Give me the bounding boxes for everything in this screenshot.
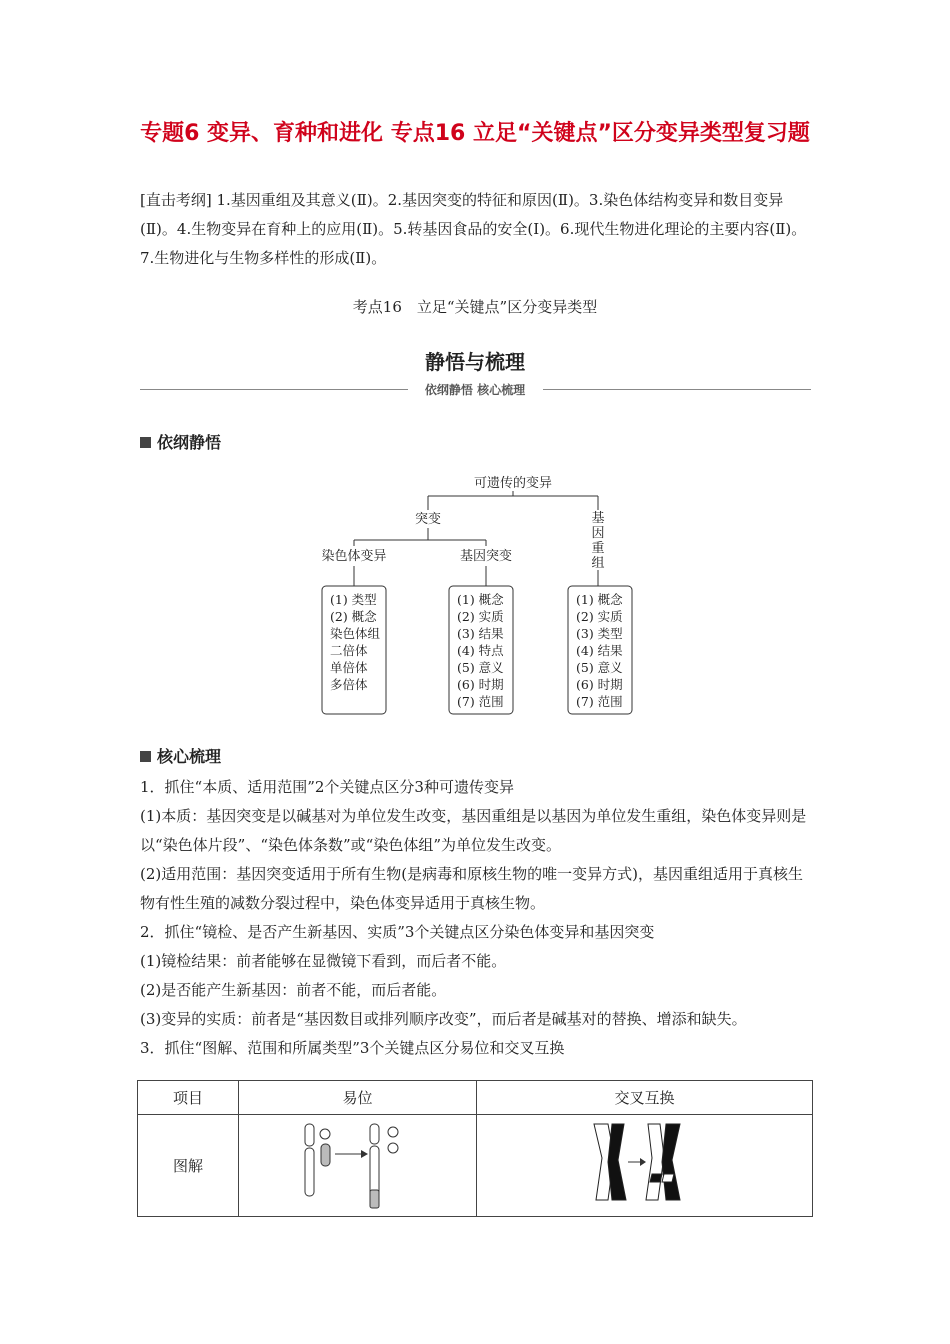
box-item: (2) 实质	[457, 609, 504, 624]
square-bullet-icon	[140, 751, 151, 762]
content-line: (3)变异的实质：前者是“基因数目或排列顺序改变”，而后者是碱基对的替换、增添和缺失。	[140, 1010, 747, 1028]
box-item: (6) 时期	[576, 677, 623, 692]
core-content	[140, 773, 812, 1063]
exam-outline-label: [直击考纲]	[140, 191, 212, 209]
box-item: (1) 概念	[576, 592, 623, 607]
table-row-label: 图解	[138, 1115, 239, 1217]
content-line: (1)本质：基因突变是以碱基对为单位发生改变，基因重组是以基因为单位发生重组，染色体变异则是以“染色体片段”、“染色体条数”或“染色体组”为单位发生改变。	[140, 807, 807, 854]
tree-mutation: 突变	[414, 512, 442, 527]
box-item: (3) 类型	[576, 626, 623, 641]
box-item: (6) 时期	[457, 677, 504, 692]
content-line: (2)适用范围：基因突变适用于所有生物(是病毒和原核生物的唯一变异方式)，基因重组适用于真核生物有性生殖的减数分裂过程中，染色体变异适用于真核生物。	[140, 865, 803, 912]
gene-mutation-box	[457, 592, 504, 709]
box-item: (1) 类型	[330, 592, 377, 607]
table-header-row	[138, 1081, 813, 1115]
crossover-diagram-cell	[477, 1115, 813, 1217]
box-item: 二倍体	[330, 643, 368, 658]
banner-subtitle: 依纲静悟 核心梳理	[424, 383, 526, 397]
section-heading-2	[140, 744, 221, 767]
box-item: (5) 意义	[576, 660, 623, 675]
box-item: (1) 概念	[457, 592, 504, 607]
section-heading-1	[140, 430, 221, 453]
section-title: 核心梳理	[157, 747, 222, 766]
banner-title: 静悟与梳理	[425, 350, 525, 374]
subtitle: 考点16 立足“关键点”区分变异类型	[352, 298, 598, 316]
box-item: (7) 范围	[457, 694, 504, 709]
translocation-diagram	[293, 1118, 423, 1210]
box-item: (3) 结果	[457, 626, 504, 641]
box-item: 染色体组	[330, 626, 381, 641]
tree-recombination: 基因重组	[591, 511, 605, 571]
content-line: 2．抓住“镜检、是否产生新基因、实质”3个关键点区分染色体变异和基因突变	[140, 923, 655, 941]
table-header: 交叉互换	[477, 1081, 813, 1115]
content-line: 3．抓住“图解、范围和所属类型”3个关键点区分易位和交叉互换	[140, 1039, 565, 1057]
exam-outline	[140, 186, 812, 273]
box-item: (4) 特点	[457, 643, 504, 658]
content-line: (2)是否能产生新基因：前者不能，而后者能。	[140, 981, 447, 999]
table-header: 易位	[239, 1081, 477, 1115]
box-item: 多倍体	[330, 677, 368, 692]
exam-outline-text: 1.基因重组及其意义(Ⅱ)。2.基因突变的特征和原因(Ⅱ)。3.染色体结构变异和数目变异(Ⅱ)。4.生物变异在育种上的应用(Ⅱ)。5.转基因食品的安全(Ⅰ)。6.现代生物进化理论的主要内容(Ⅱ)。7.生物进化与生物多样性的形成(Ⅱ)。	[140, 191, 807, 267]
box-item: (5) 意义	[457, 660, 504, 675]
box-item: 单倍体	[330, 660, 368, 675]
variation-tree-diagram	[300, 468, 650, 718]
table-header: 项目	[138, 1081, 239, 1115]
chromosome-variation-box	[330, 592, 381, 692]
content-line: (1)镜检结果：前者能够在显微镜下看到，而后者不能。	[140, 952, 507, 970]
section-title: 依纲静悟	[157, 433, 222, 452]
box-item: (2) 概念	[330, 609, 377, 624]
box-item: (7) 范围	[576, 694, 623, 709]
crossover-diagram	[590, 1118, 700, 1210]
recombination-box	[576, 592, 623, 709]
translocation-diagram-cell	[239, 1115, 477, 1217]
tree-chromosome-variation: 染色体变异	[321, 549, 387, 564]
box-item: (2) 实质	[576, 609, 623, 624]
tree-gene-mutation: 基因突变	[459, 549, 513, 564]
comparison-table	[137, 1080, 813, 1217]
doc-title: 专题6 变异、育种和进化 专点16 立足“关键点”区分变异类型复习题	[140, 121, 810, 146]
tree-root: 可遗传的变异	[473, 476, 553, 491]
content-line: 1．抓住“本质、适用范围”2个关键点区分3种可遗传变异	[140, 778, 514, 796]
box-item: (4) 结果	[576, 643, 623, 658]
table-row	[138, 1115, 813, 1217]
square-bullet-icon	[140, 437, 151, 448]
